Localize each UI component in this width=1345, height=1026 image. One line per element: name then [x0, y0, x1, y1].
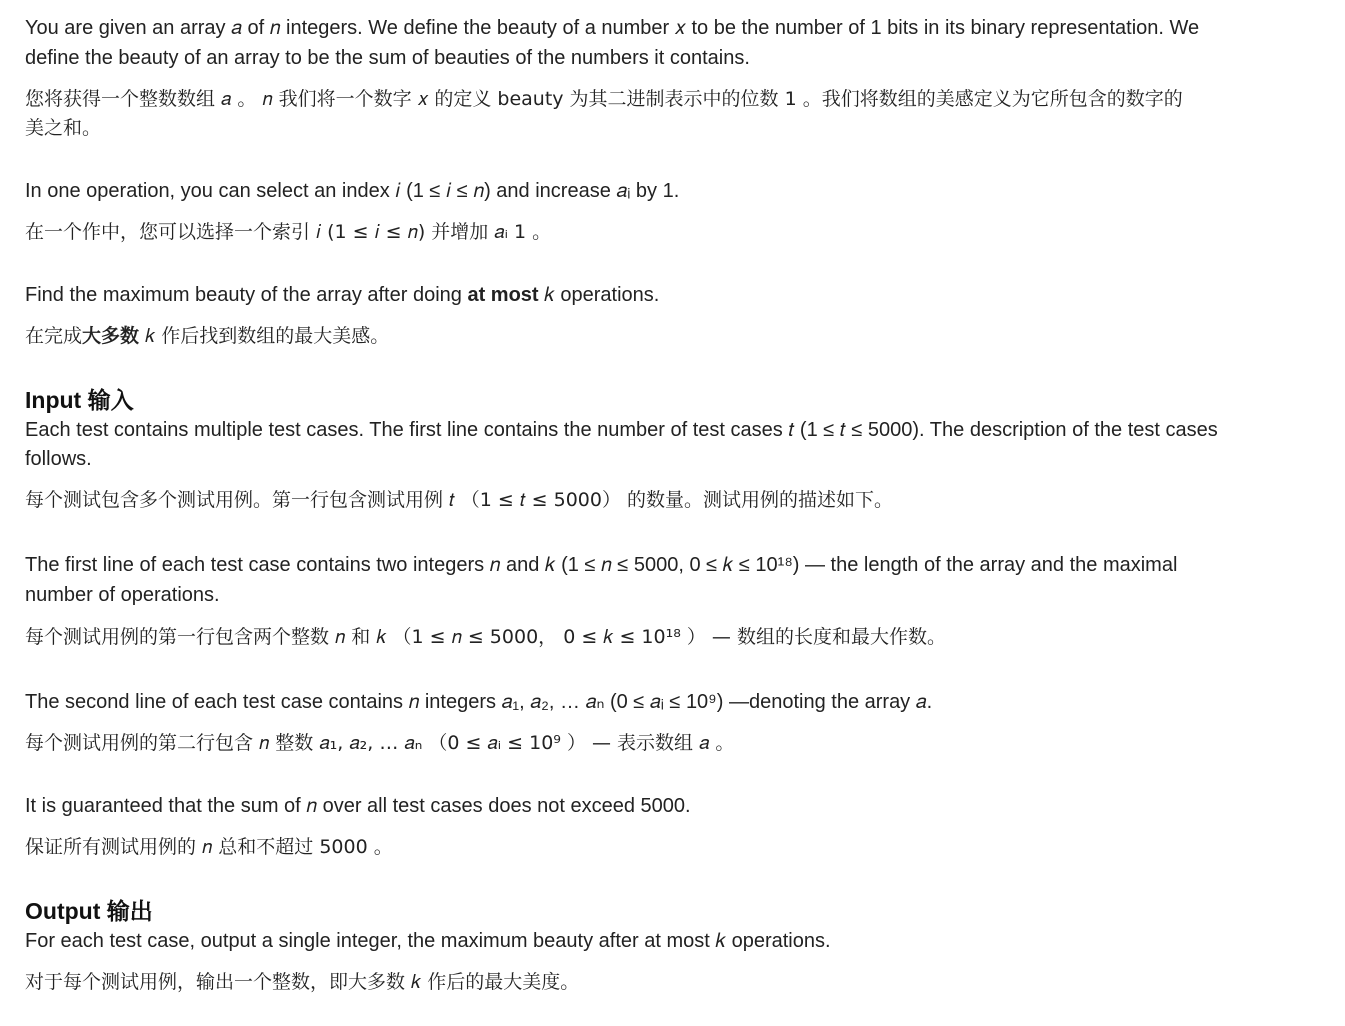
- goal-en-pre: Find the maximum beauty of the array after doing: [25, 284, 468, 306]
- intro-zh-line2: 美之和。: [25, 117, 102, 139]
- goal-en-var: 𝑘: [544, 284, 555, 306]
- goal-zh-post: 作后找到数组的最大美感。: [155, 325, 390, 347]
- input-p2-en-line2: number of operations.: [25, 584, 220, 606]
- input-p1-zh: 每个测试包含多个测试用例。第一行包含测试用例 𝑡 （1 ≤ 𝑡 ≤ 5000） 的数量。测试用例的描述如下。: [25, 489, 893, 511]
- operation-en: In one operation, you can select an index 𝑖 (1 ≤ 𝑖 ≤ 𝑛) and increase 𝑎ᵢ by 1.: [25, 180, 680, 202]
- operation-zh: 在一个作中，您可以选择一个索引 𝑖 (1 ≤ 𝑖 ≤ 𝑛) 并增加 𝑎ᵢ 1 。: [25, 221, 552, 243]
- input-p1-en-line1: Each test contains multiple test cases. The first line contains the number of test cases 𝑡 (1 ≤ 𝑡 ≤ 5000). The description of the test cases: [25, 419, 1218, 441]
- goal-en: [25, 281, 659, 309]
- output-en: For each test case, output a single integer, the maximum beauty after at most 𝑘 operations.: [25, 930, 831, 952]
- input-p2-zh: 每个测试用例的第一行包含两个整数 𝑛 和 𝑘 （1 ≤ 𝑛 ≤ 5000， 0 ≤ 𝑘 ≤ 10¹⁸ ） — 数组的长度和最大作数。: [25, 626, 946, 648]
- intro-en-line2: define the beauty of an array to be the sum of beauties of the numbers it contains.: [25, 47, 750, 69]
- input-heading: Input 输入: [25, 387, 134, 413]
- input-p1-en-line2: follows.: [25, 448, 92, 470]
- input-p3-zh: 每个测试用例的第二行包含 𝑛 整数 𝑎₁, 𝑎₂, … 𝑎ₙ （0 ≤ 𝑎ᵢ ≤ 10⁹ ） — 表示数组 𝑎 。: [25, 732, 735, 754]
- goal-en-post: operations.: [554, 284, 660, 306]
- goal-zh-var: 𝑘: [145, 325, 156, 347]
- intro-zh-line1: 您将获得一个整数数组 𝑎 。 𝑛 我们将一个数字 𝑥 的定义 beauty 为其二进制表示中的位数 1 。我们将数组的美感定义为它所包含的数字的: [25, 88, 1183, 110]
- input-p2-en-line1: The first line of each test case contains two integers 𝑛 and 𝑘 (1 ≤ 𝑛 ≤ 5000, 0 ≤ 𝑘 ≤ 10¹⁸) — the length of the array and the maximal: [25, 554, 1178, 576]
- goal-en-bold: at most: [467, 284, 539, 306]
- goal-zh: [25, 322, 389, 350]
- goal-zh-pre: 在完成: [25, 325, 83, 347]
- output-heading: Output 输出: [25, 898, 153, 924]
- intro-en-line1: You are given an array 𝑎 of 𝑛 integers. We define the beauty of a number 𝑥 to be the number of 1 bits in its binary representation. We: [25, 17, 1200, 39]
- output-zh: 对于每个测试用例，输出一个整数，即大多数 𝑘 作后的最大美度。: [25, 971, 580, 993]
- input-p3-en: The second line of each test case contains 𝑛 integers 𝑎₁, 𝑎₂, … 𝑎ₙ (0 ≤ 𝑎ᵢ ≤ 10⁹) —denoting the array 𝑎.: [25, 691, 933, 713]
- goal-zh-bold: 大多数: [82, 325, 140, 347]
- input-p4-zh: 保证所有测试用例的 𝑛 总和不超过 5000 。: [25, 836, 393, 858]
- input-p4-en: It is guaranteed that the sum of 𝑛 over all test cases does not exceed 5000.: [25, 795, 691, 817]
